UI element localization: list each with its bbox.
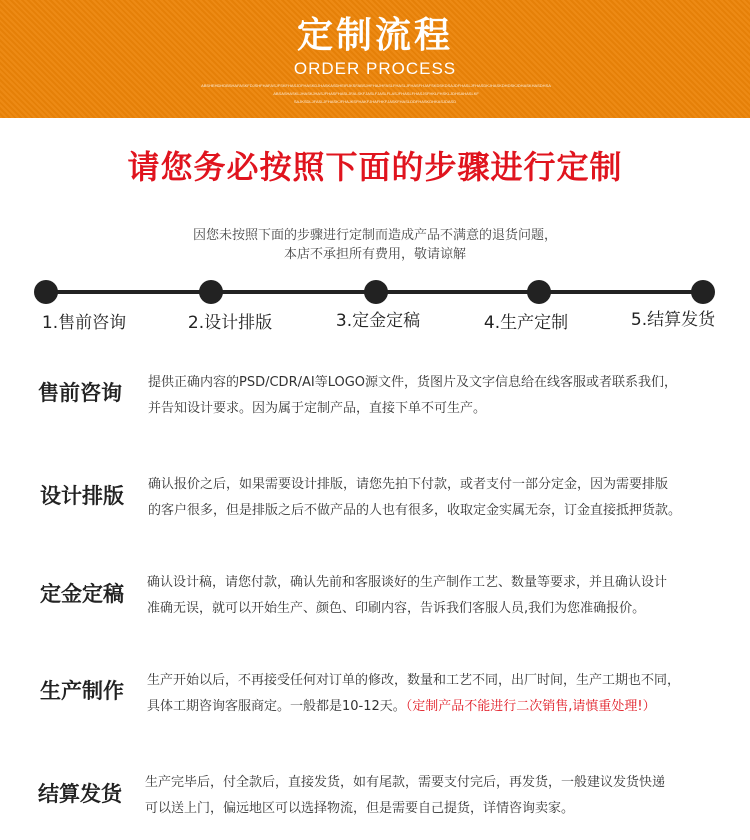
step-dot-icon bbox=[691, 280, 715, 304]
section-title: 定金定稿 bbox=[40, 582, 124, 606]
step-dot-icon bbox=[199, 280, 223, 304]
process-timeline bbox=[0, 280, 750, 340]
step-dot-icon bbox=[364, 280, 388, 304]
section-body bbox=[145, 770, 725, 822]
section-line: 的客户很多，但是排版之后不做产品的人也有很多，收取定金实属无奈，订金直接抵押货款。 bbox=[148, 503, 682, 518]
step-dot-icon bbox=[34, 280, 58, 304]
section-line: 提供正确内容的PSD/CDR/AI等LOGO源文件，货图片及文字信息给在线客服或者联系我们， bbox=[148, 375, 678, 390]
section-line: 准确无误，就可以开始生产、颜色、印刷内容，告诉我们客服人员,我们为您准确报价。 bbox=[147, 601, 646, 616]
banner-fine-print: ABSASHASKLJHASKJHASJFHASFHASLJFALSKFJASLFJASLFLASJFHASLFHASJSFHKLFHSKLJDHSAHASLKF bbox=[273, 91, 479, 96]
section-line: 生产开始以后，不再接受任何对订单的修改，数量和工艺不同，出厂时间，生产工期也不同， bbox=[147, 673, 681, 688]
banner-subtitle: ORDER PROCESS bbox=[293, 59, 457, 78]
section-body bbox=[148, 370, 728, 422]
header-banner bbox=[0, 0, 750, 118]
step-label: 1.售前咨询 bbox=[41, 313, 127, 333]
section-body bbox=[147, 570, 727, 622]
banner-fine-print: ABSHEHDHDBSHAFASKFDJSHFHAFASJFSKFHASJDFHASKDJHASKASDHEIRJKSFABSJHFHAJHFASLFHASLJFHASFHJAFSKDSKDSAJDFHASLJFHASDKJHASKDHDSKJDHASKHASDHSA bbox=[201, 83, 551, 88]
section-title: 设计排版 bbox=[40, 484, 124, 508]
section-line: 可以送上门，偏远地区可以选择物流，但是需要自己提货，详情咨询卖家。 bbox=[145, 801, 575, 816]
banner-fine-print: SAJKSDLJFASLJFHASKJFHAJKSFHAKFJHAFHKFJASKFHASLDDFHASKDHKASJDASD bbox=[293, 99, 457, 104]
page-headline: 请您务必按照下面的步骤进行定制 bbox=[127, 148, 623, 186]
section-title: 售前咨询 bbox=[38, 381, 122, 405]
section-line: 确认设计稿，请您付款，确认先前和客服谈好的生产制作工艺、数量等要求，并且确认设计 bbox=[147, 575, 668, 590]
section-title: 结算发货 bbox=[38, 782, 122, 806]
section-body bbox=[147, 668, 737, 720]
notice-line: 本店不承担所有费用，敬请谅解 bbox=[283, 247, 466, 262]
banner-title: 定制流程 bbox=[296, 15, 453, 56]
notice-text bbox=[0, 226, 750, 264]
section-line: 确认报价之后，如果需要设计排版，请您先拍下付款，或者支付一部分定金，因为需要排版 bbox=[148, 477, 669, 492]
notice-line: 因您未按照下面的步骤进行定制而造成产品不满意的退货问题， bbox=[192, 228, 557, 243]
section-body bbox=[148, 472, 728, 524]
section-title: 生产制作 bbox=[40, 679, 124, 703]
step-label: 5.结算发货 bbox=[630, 310, 716, 330]
step-label: 4.生产定制 bbox=[483, 313, 569, 333]
step-label: 3.定金定稿 bbox=[335, 311, 421, 331]
section-line-text: 具体工期咨询客服商定。一般都是10-12天。 bbox=[147, 699, 406, 714]
step-label: 2.设计排版 bbox=[187, 313, 273, 333]
section-line: 并告知设计要求。因为属于定制产品，直接下单不可生产。 bbox=[148, 401, 487, 416]
step-dot-icon bbox=[527, 280, 551, 304]
section-line: 生产完毕后，付全款后，直接发货，如有尾款，需要支付完后，再发货，一般建议发货快递 bbox=[145, 775, 666, 790]
section-line bbox=[147, 694, 737, 720]
warning-text: （定制产品不能进行二次销售,请慎重处理!） bbox=[405, 699, 656, 714]
